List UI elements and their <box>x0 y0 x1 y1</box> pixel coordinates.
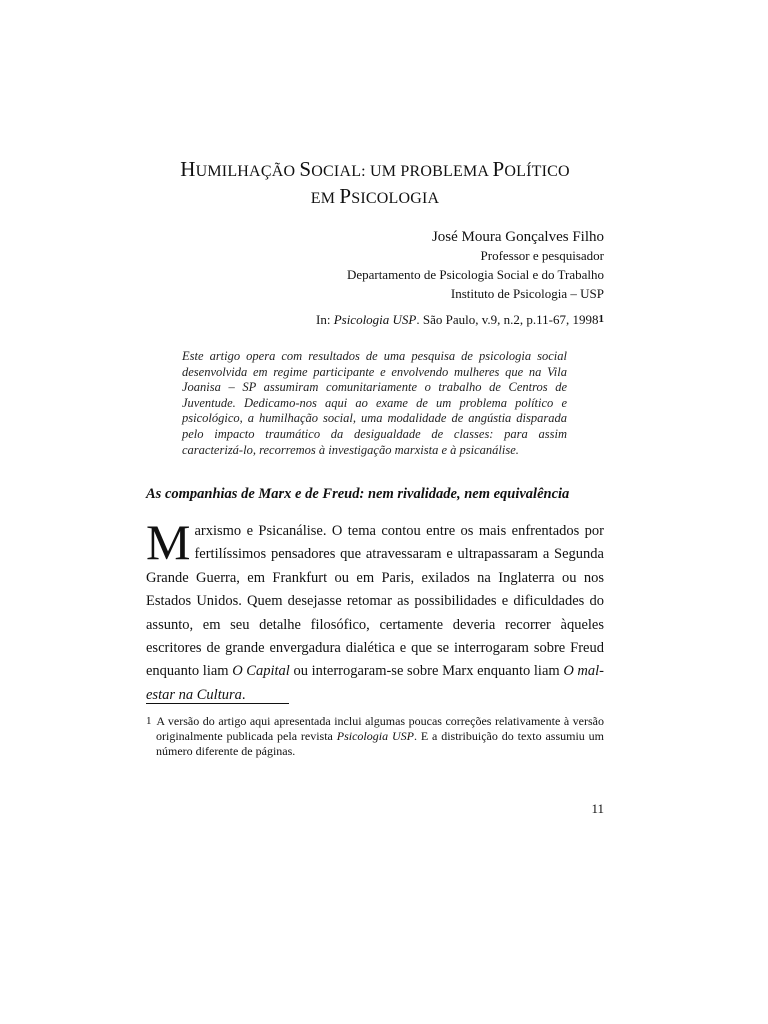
title-word-initial: P <box>339 184 352 208</box>
body-italic-title-1: O Capital <box>232 663 290 680</box>
footnote-text-part-1: A versão do artigo aqui apresentada inclui algumas poucas correções relativamente à versão originalmente publicada pela revista <box>156 714 605 743</box>
author-institute: Instituto de Psicologia – USP <box>450 286 604 301</box>
abstract: Este artigo opera com resultados de uma pesquisa de psicologia social desenvolvida em regime participante e envolvendo mulheres que na Vila Joanisa – SP assumiram comunitariamente o trabalho de Centros de Juventude. Dedicamo-nos aqui ao exame de um problema político e psicológico, a humilhação social, uma modalidade de angústia disparada pelo impacto traumático da desigualdade de classes: para assim caracterizá-lo, recorremos à investigação marxista e à psicanálise. <box>182 349 567 457</box>
author-block <box>146 228 604 303</box>
body-italic-title-2: O mal-estar na Cultura <box>146 663 604 703</box>
body-text-part-3: . <box>241 686 246 703</box>
body-text-part-1: arxismo e Psicanálise. O tema contou entre os mais enfrentados por fertilíssimos pensadores que atravessaram e ultrapassaram a Segunda Grande Guerra, em Frankfurt ou em Paris, exilados na Inglaterra ou nos Estados Unidos. Quem desejasse retomar as possibilidades e dificuldades do assunto, em seu detalhe filosófico, certamente deveria recorrer àqueles escritores de grande envergadura dialética e que se interrogaram sobre Freud enquanto liam <box>146 523 604 680</box>
footnote-journal: Psicologia USP <box>336 729 414 743</box>
author-role: Professor e pesquisador <box>480 248 604 263</box>
title-word-initial: P <box>492 157 505 181</box>
title-word-initial: H <box>180 157 196 181</box>
article-title <box>146 157 604 211</box>
footnote <box>146 714 604 759</box>
citation-details: . São Paulo, v.9, n.2, p.11-67, 1998 <box>416 312 599 327</box>
citation-journal: Psicologia USP <box>333 312 417 327</box>
footnote-separator <box>146 703 289 704</box>
body-text-part-2: ou interrogaram-se sobre Marx enquanto liam <box>289 663 564 680</box>
footnote-reference[interactable]: 1 <box>598 313 604 325</box>
title-word-rest: OCIAL: UM PROBLEMA <box>311 163 493 180</box>
author-name: José Moura Gonçalves Filho <box>431 229 604 245</box>
title-word-rest: UMILHAÇÃO <box>195 163 300 180</box>
drop-cap: M <box>146 514 191 570</box>
document-page <box>146 0 604 1024</box>
title-word-initial: S <box>299 157 312 181</box>
title-word-rest: SICOLOGIA <box>351 190 440 207</box>
page-number: 11 <box>591 801 604 816</box>
footnote-number: 1 <box>146 715 152 727</box>
footnote-text-part-2: . E a distribuição do texto assumiu um número diferente de páginas. <box>156 729 605 758</box>
citation-prefix: In: <box>315 312 334 327</box>
title-line-1 <box>146 157 604 184</box>
title-word-rest: OLÍTICO <box>504 163 570 180</box>
citation <box>316 312 604 328</box>
body-paragraph <box>146 514 604 707</box>
title-word-rest: EM <box>310 190 340 207</box>
section-heading: As companhias de Marx e de Freud: nem rivalidade, nem equivalência <box>146 486 570 502</box>
title-line-2 <box>146 184 604 211</box>
author-department: Departamento de Psicologia Social e do Trabalho <box>346 267 604 282</box>
